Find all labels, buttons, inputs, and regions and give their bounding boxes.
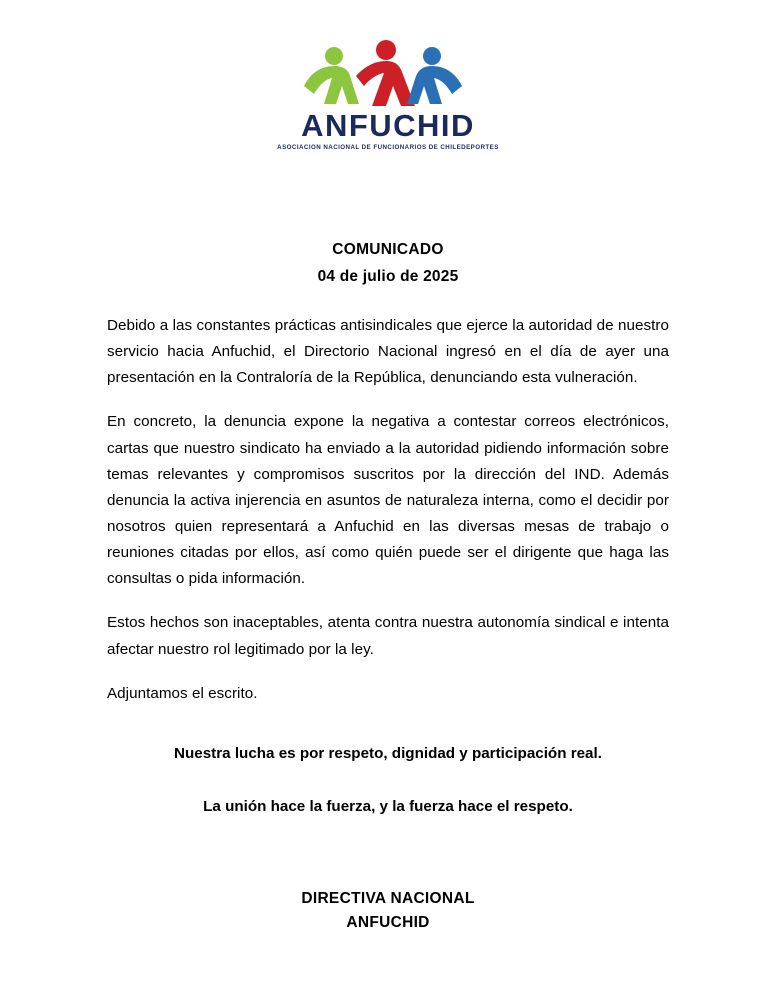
document-date: 04 de julio de 2025 [317, 268, 459, 285]
signature-line-2: ANFUCHID [346, 913, 430, 931]
logo-wordmark: ANFUCHID [301, 108, 475, 143]
slogan-line: La unión hace la fuerza, y la fuerza hace el respeto. [203, 797, 573, 815]
paragraph: Adjuntamos el escrito. [107, 684, 258, 702]
document-body [107, 286, 669, 707]
slogans [107, 707, 669, 815]
signature-line-1: DIRECTIVA NACIONAL [301, 889, 475, 907]
paragraph: Debido a las constantes prácticas antisindicales que ejerce la autoridad de nuestro servicio hacia Anfuchid, el Directorio Nacional ingresó en el día de ayer una presentación en la Contraloría de la República, denunciando esta vulneración. [107, 317, 669, 387]
slogan-line: Nuestra lucha es por respeto, dignidad y participación real. [174, 744, 602, 762]
document-title: COMUNICADO [332, 241, 444, 258]
organization-logo [0, 0, 776, 151]
signature-block [107, 851, 669, 935]
paragraph: En concreto, la denuncia expone la negativa a contestar correos electrónicos, cartas que nuestro sindicato ha enviado a la autoridad pidiendo información sobre temas relevantes y compromisos suscritos por la dirección del IND. Además denuncia la activa injerencia en asuntos de naturaleza interna, como el decidir por nosotros quien representará a Anfuchid en las diversas mesas de trabajo o reuniones citadas por ellos, así como quién puede ser el dirigente que haga las consultas o pida información. [107, 413, 669, 588]
logo-tagline: ASOCIACION NACIONAL DE FUNCIONARIOS DE CHILEDEPORTES [277, 144, 499, 151]
logo-figures-icon [298, 34, 478, 112]
paragraph: Estos hechos son inaceptables, atenta contra nuestra autonomía sindical e intenta afectar nuestro rol legitimado por la ley. [107, 614, 669, 658]
